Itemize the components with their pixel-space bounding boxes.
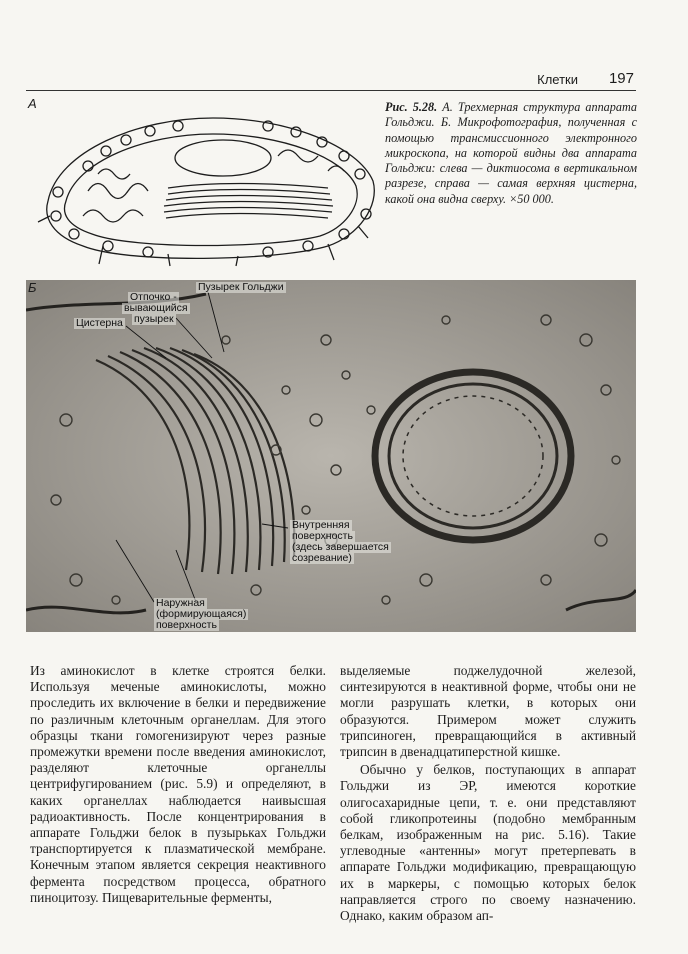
paragraph: выделяемые поджелудочной железой, синтезируются в неактивной форме, чтобы они не могли разрушать клетки, в которых они образуются. Примером может служить трипсиноген, превращающийся в активный трипсин в двенадцатиперстной кишке. [340,663,636,760]
paragraph: Из аминокислот в клетке строятся белки. Используя меченые аминокислоты, можно проследить их включение в белки и передвижение по различным клеточным органеллам. Для этого образцы ткани гомогенизируют через разные промежутки времени после введения аминокислот, разделяют клеточные органеллы центрифугированием (рис. 5.9) и определяют, в каких органеллах наблюдается наивысшая радиоактивность. После концентрирования в аппарате Гольджи белок в пузырьках Гольджи транспортируется к плазматической мембране. Конечным этапом является секреция неактивного фермента посредством процесса, обратного пиноцитозу. Пищеварительные ферменты, [30,663,326,905]
label-outer-surface-2: (формирующаяся) [156,608,247,620]
figure-number: Рис. 5.28. [385,100,438,114]
section-title: Клетки [537,72,578,87]
page-number: 197 [608,70,634,87]
running-header [26,70,636,91]
electron-micrograph [26,280,636,632]
label-outer-surface-1: Наружная [156,597,205,609]
body-column-left [30,663,326,906]
panel-label-a: А [28,96,37,111]
label-budding-vesicle-2: вывающийся [124,302,188,314]
paragraph: Обычно у белков, поступающих в аппарат Гольджи из ЭР, имеются короткие олигосахаридные цепи, т. е. они представляют собой гликопротеины (подобно мембранным белкам, изображенным на рис. 5.16). Такие углеводные «антенны» могут претерпевать в аппарате Гольджи модификацию, превращающую их в маркеры, с помощью которых белок направляется строго по своему назначению. Однако, каким образом ап- [340,762,636,924]
label-outer-surface-3: поверхность [156,619,217,631]
figure-caption-text: А. Трехмерная структура аппарата Гольджи. Б. Микрофотография, полученная с помощью трансмиссионного электронного микроскопа, на которой видны два аппарата Гольджи: слева — диктиосома в вертикальном разрезе, справа — самая верхняя цистерна, какой она видна сверху. ×50 000. [385,100,638,206]
body-column-right [340,663,636,924]
label-inner-surface-3: (здесь завершается [292,541,389,553]
label-golgi-vesicle: Пузырек Гольджи [198,281,284,293]
label-budding-vesicle-1: Отпочко - [130,291,177,303]
label-inner-surface-1: Внутренняя [292,519,350,531]
label-budding-vesicle-3: пузырек [134,313,174,325]
figure-caption [385,100,637,207]
golgi-3d-diagram [28,96,384,268]
panel-label-b: Б [28,280,37,295]
label-inner-surface-2: поверхность [292,530,353,542]
label-inner-surface-4: созревание) [292,552,352,564]
label-cisterna: Цистерна [76,317,123,329]
